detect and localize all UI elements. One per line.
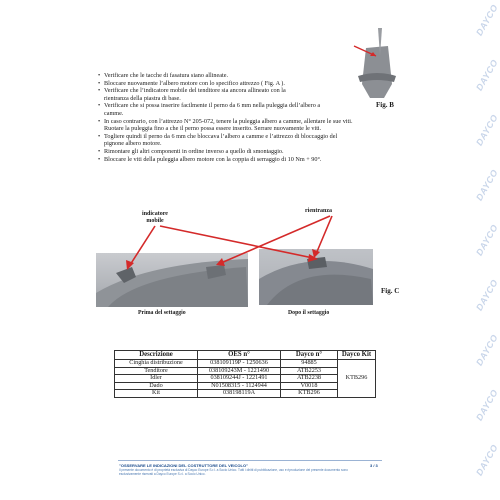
- cell-description: Cinghia distribuzione: [115, 360, 198, 368]
- watermark-logo: DAYCO: [474, 222, 500, 258]
- column-header: OES n°: [198, 351, 281, 360]
- recess-label: rientranza: [305, 208, 332, 214]
- cell-oes: 038109119P - 1250636: [198, 360, 281, 368]
- watermark-logo: DAYCO: [474, 112, 500, 148]
- instruction-item: • In caso contrario, con l’attrezzo N° 205-072, tenere la puleggia albero a camme, allentare le sue viti.: [98, 118, 370, 126]
- cell-oes: 038109243M - 1221490: [198, 367, 281, 375]
- cell-description: Kit: [115, 390, 198, 398]
- watermark-logo: DAYCO: [474, 442, 500, 478]
- watermark-logo: DAYCO: [474, 57, 500, 93]
- column-header: Dayco Kit: [338, 351, 376, 360]
- cell-oes: 038109244J - 1221491: [198, 375, 281, 383]
- instruction-item: • Bloccare le viti della puleggia albero motore con la coppia di serraggio di 10 Nm + 90°.: [98, 156, 370, 164]
- instruction-continuation: Ruotare la puleggia fino a che il perno possa essere inserito. Serrare nuovamente le viti.: [104, 125, 322, 133]
- fig-c-label: Fig. C: [381, 287, 400, 295]
- page-number: 3 / 3: [370, 463, 378, 468]
- instruction-item: • Verificare che le tacche di fasatura siano allineate.: [98, 72, 370, 80]
- footer-title: "OSSERVARE LE INDICAZIONI DEL COSTRUTTORE DEL VEICOLO": [119, 463, 248, 468]
- cell-kit: KTB296: [338, 360, 376, 398]
- instruction-item: • Verificare che si possa inserire facilmente il perno da 6 mm nella puleggia dell’albero a: [98, 102, 370, 110]
- cell-dayco: ATB2238: [281, 375, 338, 383]
- instruction-continuation: pignone albero motore.: [104, 140, 162, 148]
- caption-after: Dopo il settaggio: [288, 310, 330, 316]
- footer-legal-text: Il presente documento è di proprietà esclusiva di Dayco Europe S.r.l. a Socio Unico. Tutti i diritti di pubblicazione, uso e riproduzione del presente documento sono esclusivamente riservati a Dayco Europe S.r.l. a Socio Unico.: [119, 468, 348, 476]
- fig-b-label: Fig. B: [376, 101, 394, 109]
- cell-description: Idler: [115, 375, 198, 383]
- parts-table: [114, 350, 376, 398]
- watermark-logo: DAYCO: [474, 2, 500, 38]
- cell-oes: 038198119A: [198, 390, 281, 398]
- cell-description: Dado: [115, 382, 198, 390]
- instruction-continuation: camme.: [104, 109, 124, 117]
- arrow: [160, 226, 313, 258]
- cell-dayco: V0018: [281, 382, 338, 390]
- table-row: [115, 390, 376, 398]
- instruction-continuation: rientranza della piastra di base.: [104, 94, 181, 102]
- column-header: Dayco n°: [281, 351, 338, 360]
- arrow: [130, 226, 155, 265]
- cell-oes: N01508315 - 1124944: [198, 382, 281, 390]
- instruction-item: • Verificare che l’indicatore mobile del tenditore sia ancora allineato con la: [98, 87, 370, 95]
- instruction-item: • Rimontare gli altri componenti in ordine inverso a quello di smontaggio.: [98, 148, 370, 156]
- footer-divider: [118, 460, 382, 461]
- instruction-item: • Bloccare nuovamente l’albero motore con lo specifico attrezzo ( Fig. A ).: [98, 80, 370, 88]
- table-row: [115, 360, 376, 368]
- instruction-item: • Togliere quindi il perno da 6 mm che bloccava l’albero a camme e l’attrezzo di bloccaggio del: [98, 133, 370, 141]
- cell-dayco: KTB296: [281, 390, 338, 398]
- caption-before: Prima del settaggio: [138, 310, 186, 316]
- cell-dayco: 94885: [281, 360, 338, 368]
- cell-description: Tenditore: [115, 367, 198, 375]
- indicator-label: indicatore mobile: [142, 211, 168, 224]
- column-header: Descrizione: [115, 351, 198, 360]
- cell-dayco: ATB2253: [281, 367, 338, 375]
- watermark-logo: DAYCO: [474, 332, 500, 368]
- watermark-logo: DAYCO: [474, 387, 500, 423]
- watermark-logo: DAYCO: [474, 167, 500, 203]
- watermark-logo: DAYCO: [474, 277, 500, 313]
